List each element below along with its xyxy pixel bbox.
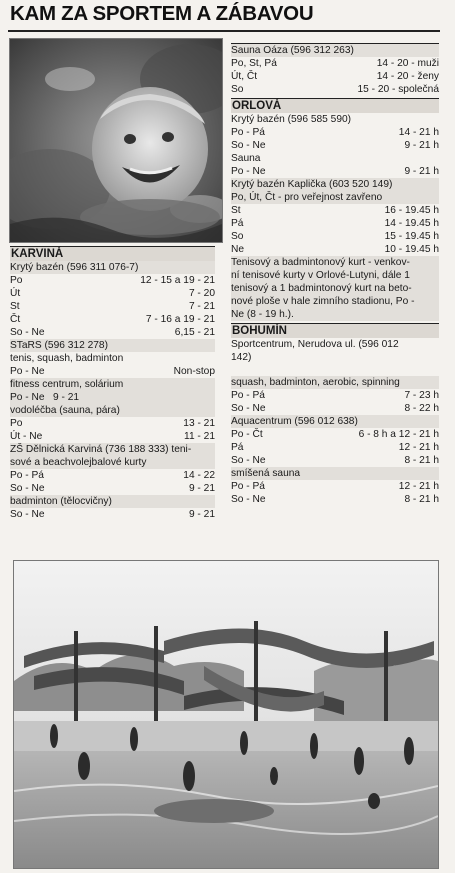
hours-row: Po - Pá 7 - 23 h — [231, 390, 439, 401]
hours-row: St 7 - 21 — [10, 301, 215, 312]
tenis-info-line: Ne (8 - 19 h.). — [231, 308, 439, 321]
sportcentrum-description: squash, badminton, aerobic, spinning — [231, 376, 439, 389]
hours-row: Po - Pá 14 - 22 — [10, 470, 215, 481]
hours-row: Po - Ne 9 - 21 h — [231, 166, 439, 177]
hours-row: Út - Ne 11 - 21 — [10, 431, 215, 442]
hours-row: Po, St, Pá 14 - 20 - muži — [231, 58, 439, 69]
tenis-info-line: nové ploše v hale zimního stadionu, Po - — [231, 295, 439, 308]
hours-line: Po - Ne 9 - 21 — [10, 391, 215, 404]
venue-indoor-pool: Krytý bazén (596 311 076-7) — [10, 261, 215, 274]
hours-row: So 15 - 19.45 h — [231, 231, 439, 242]
tenis-info-line: ní tenisové kurty v Orlové-Lutyni, dále 1 — [231, 269, 439, 282]
venue-badminton: badminton (tělocvičny) — [10, 495, 215, 508]
page-headline: KAM ZA SPORTEM A ZÁBAVOU — [10, 2, 314, 25]
hours-row: So - Ne 9 - 21 — [10, 509, 215, 520]
venue-mixed-sauna: smíšená sauna — [231, 467, 439, 480]
venue-school-courts: ZŠ Dělnická Karviná (736 188 333) teni- — [10, 443, 215, 456]
orlova-bohumin-column — [231, 43, 439, 506]
hours-row: Čt 7 - 16 a 19 - 21 — [10, 314, 215, 325]
hours-row: Po - Pá 12 - 21 h — [231, 481, 439, 492]
section-karvina: KARVINÁ — [10, 246, 215, 261]
hours-row: Po 13 - 21 — [10, 418, 215, 429]
hours-row: So - Ne 9 - 21 h — [231, 140, 439, 151]
hours-row: Út 7 - 20 — [10, 288, 215, 299]
hours-row: Po 12 - 15 a 19 - 21 — [10, 275, 215, 286]
hours-row: Po - Ne Non-stop — [10, 366, 215, 377]
venue-description: tenis, squash, badminton — [10, 353, 124, 364]
hours-row: Po - Čt 6 - 8 h a 12 - 21 h — [231, 429, 439, 440]
venue-sportcentrum-cont: 142) — [231, 352, 252, 363]
section-bohumin: BOHUMÍN — [231, 323, 439, 338]
hours-row: So - Ne 8 - 21 h — [231, 455, 439, 466]
hours-row: Po - Pá 14 - 21 h — [231, 127, 439, 138]
hours-row: St 16 - 19.45 h — [231, 205, 439, 216]
spacer — [231, 364, 439, 376]
hours-row: So 15 - 20 - společná — [231, 84, 439, 95]
venue-orlova-pool: Krytý bazén (596 585 590) — [231, 114, 352, 125]
tenis-info-line: tenisový a 1 badmintonový kurt na beto- — [231, 282, 439, 295]
hours-row: So - Ne 6,15 - 21 — [10, 327, 215, 338]
hours-row: So - Ne 9 - 21 — [10, 483, 215, 494]
child-swimming-photo — [9, 38, 223, 243]
venue-school-courts-cont: sové a beachvolejbalové kurty — [10, 456, 215, 469]
hours-row: Út, Čt 14 - 20 - ženy — [231, 71, 439, 82]
aquapark-slides-photo — [13, 560, 439, 869]
hours-row: So - Ne 8 - 22 h — [231, 403, 439, 414]
kaplicka-note: Po, Út, Čt - pro veřejnost zavřeno — [231, 191, 439, 204]
venue-fitness: fitness centrum, solárium — [10, 378, 215, 391]
karvina-column — [10, 244, 215, 521]
venue-stars: STaRS (596 312 278) — [10, 339, 215, 352]
venue-hydrotherapy: vodoléčba (sauna, pára) — [10, 404, 215, 417]
hours-row: Pá 14 - 19.45 h — [231, 218, 439, 229]
section-orlova: ORLOVÁ — [231, 98, 439, 113]
hours-row: Pá 12 - 21 h — [231, 442, 439, 453]
hours-row: So - Ne 8 - 21 h — [231, 494, 439, 505]
tenis-info-line: Tenisový a badmintonový kurt - venkov- — [231, 256, 439, 269]
venue-sportcentrum: Sportcentrum, Nerudova ul. (596 012 — [231, 339, 399, 350]
venue-orlova-sauna: Sauna — [231, 153, 261, 164]
venue-aquacentrum: Aquacentrum (596 012 638) — [231, 415, 439, 428]
hours-row: Ne 10 - 19.45 h — [231, 244, 439, 255]
venue-sauna-oaza: Sauna Oáza (596 312 263) — [231, 43, 439, 57]
headline-rule — [8, 30, 440, 32]
venue-kaplicka: Krytý bazén Kaplička (603 520 149) — [231, 178, 439, 191]
